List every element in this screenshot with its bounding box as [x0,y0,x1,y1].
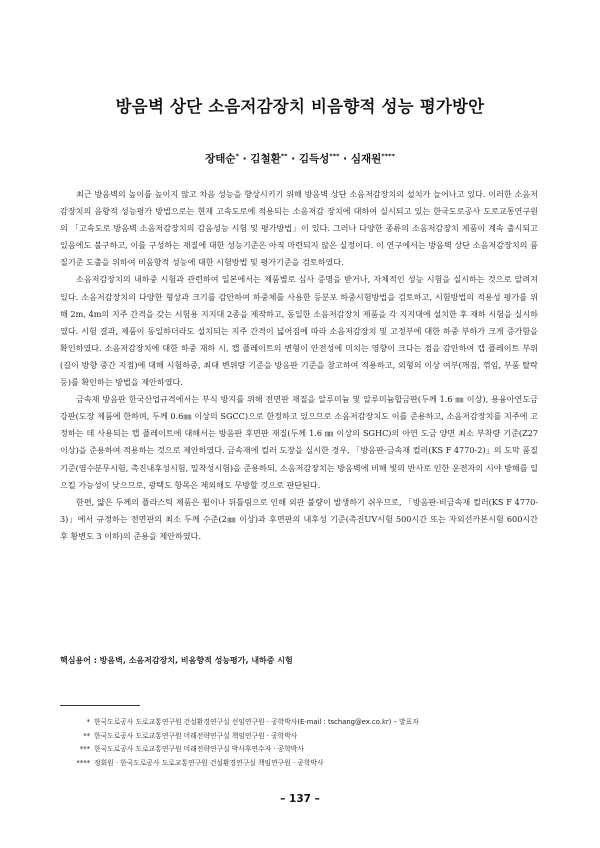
footnote-text: 한국도로공사 도로교통연구원 미래전략연구실 책임연구원 · 공학박사 [94,731,298,740]
author-name: 김철환 [250,153,281,165]
author-mark: ** [280,152,288,160]
abstract-paragraph: 소음저감장치의 내하중 시험과 관련하여 일본에서는 제품별로 심사 증명을 받거나, 자체적인 성능 시험을 실시하는 것으로 알려져 있다. 소음저감장치의 다양한 형상과 크기를 감안하여 하중체를 사용한 등분포 하중시험방법을 검토하고, 시험방법의 적용성 평가를 위해 2m, 4m의 지주 간격을 갖는 시험용 지지대 2종을 제작하고, 동일한 소음저감장치 제품을 각 지지대에 설치한 후 재하 시험을 실시하였다. 시험 결과, 제품이 동일하더라도 설치되는 지주 간격이 넓어짐에 따라 소음저감장치 및 고정부에 대한 하중 부하가 크게 증가함을 확인하였다. 소음저감장치에 대한 하중 재하 시, 캡 플레이트의 변형이 안전성에 미치는 영향이 크다는 점을 감안하여 캡 플레이트 부위(길이 방향 중간 지점)에 대해 시험하중, 최대 변위량 기준을 방음판 기준을 참고하여 적용하고, 외형의 이상 여부(깨짐, 꺾임, 부품 탈락 등)를 확인하는 방법을 제안하였다. [60,274,538,388]
footnotes [68,716,548,770]
footnote-text: 한국도로공사 도로교통연구원 건설환경연구실 선임연구원 · 공학박사(E-mail : tschang@ex.co.kr) – 발표자 [94,718,419,726]
paper-title: 방음벽 상단 소음저감장치 비음향적 성능 평가방안 [115,97,485,116]
footnote-mark: **** [76,758,90,767]
footnote-mark: ** [83,731,90,740]
author-mark: * [235,152,239,160]
author-separator: · [339,153,351,165]
footnote-divider [60,705,140,706]
keywords: 핵심용어 : 방음벽, 소음저감장치, 비음향적 성능평가, 내하중 시험 [60,656,293,665]
abstract-paragraph: 금속재 방음판 한국산업규격에서는 부식 방지를 위해 전면판 재질을 알루미늄 및 알루미늄합금판(두께 1.6 ㎜ 이상), 용융아연도금강판(도장 제품에 한하며, 두께 0.6㎜ 이상의 SGCC)으로 한정하고 있으므로 소음저감장치도 이를 준용하고, 소음저감장치를 지주에 고정하는 데 사용되는 캡 플레이트에 대해서는 방음판 후면판 재질(두께 1.6 ㎜ 이상의 SGHC)의 아연 도금 양면 최소 부착량 기준(Z27 이상)을 준용하여 적용하는 것으로 제안하였다. 금속재에 컬러 도장을 실시한 경우, 「방음판-금속재 컬러(KS F 4770-2)」의 도막 품질 기준(염수분무시험, 촉진내후성시험, 밀착성시험)을 준용하되, 소음저감장치는 방음벽에 비해 빛의 반사로 인한 운전자의 시야 방해를 일으킬 가능성이 낮으므로, 광택도 항목은 제외해도 무방할 것으로 판단된다. [60,394,538,490]
author-separator: · [238,153,251,165]
footnote [68,730,548,744]
footnote-text: 한국도로공사 도로교통연구원 미래전략연구실 박사후연수자 · 공학박사 [94,745,304,753]
author-name: 김득성 [298,153,330,165]
footnote [68,743,548,757]
footnote [68,716,548,730]
abstract [60,186,538,545]
footnote [68,757,548,771]
footnote-text: 정회원 · 한국도로공사 도로교통연구원 건설환경연구실 책임연구원 · 공학박사 [94,758,324,767]
author-name: 심재원 [350,153,382,165]
author-mark: **** [381,152,395,160]
page-number: – 137 – [280,793,320,805]
author-name: 장태순 [205,153,236,165]
abstract-paragraph: 최근 방음벽의 높이를 높이지 않고 차음 성능을 향상시키기 위해 방음벽 상단 소음저감장치의 설치가 늘어나고 있다. 이러한 소음저감장치의 음향적 성능평가 방법으로는 현재 고속도로에 적용되는 소음저감 장치에 대하여 실시되고 있는 한국도로공사 도로교통연구원의 「고속도로 방음벽 소음저감장치의 감음성능 시험 및 평가방법」이 있다. 그러나 다양한 종류의 소음저감장치 제품이 계속 출시되고 있음에도 불구하고, 이를 구성하는 재질에 대한 성능기준은 아직 마련되지 않은 실정이다. 이 연구에서는 방음벽 상단 소음저감장치의 품질기준 도출을 위하여 비음향적 성능에 대한 시험방법 및 평가기준을 검토하였다. [60,189,538,268]
author-list [0,151,600,166]
author-separator: · [287,153,299,165]
footnote-mark: * [86,718,90,726]
author-mark: *** [329,152,340,160]
footnote-mark: *** [79,745,90,753]
abstract-paragraph: 한편, 얇은 두께의 플라스틱 제품은 휨이나 뒤틀림으로 인해 외관 불량이 발생하기 쉬우므로, 「방음판-비금속재 컬러(KS F 4770-3)」에서 규정하는 전면판의 최소 두께 수준(2㎜ 이상)과 후면판의 내후성 기준(촉진UV시험 500시간 또는 자외선카본시험 600시간 후 황변도 3 이하)의 준용을 제안하였다. [60,496,538,541]
